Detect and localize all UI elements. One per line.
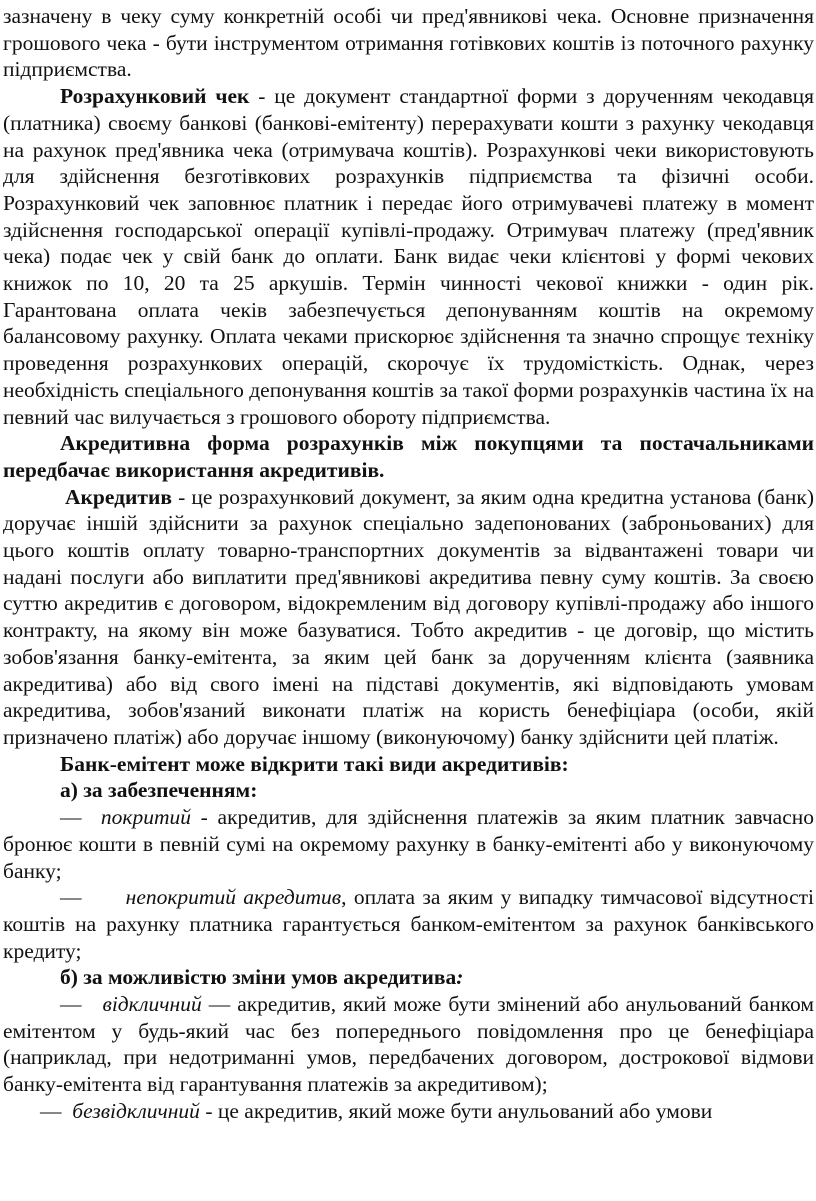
list-item-text: — акредитив, який може бути змінений або анульований банком емітентом у будь-який час без попереднього повідомлення про це бенефіціара (наприклад, при недотриманні умов, передбачених договором, дострокової відмови банку-емітента від гарантування платежів за акредитивом); [3,992,814,1097]
heading-letter-of-credit-form [3,430,814,483]
heading-credit-types [3,751,814,778]
term-uncovered: непокритий акредитив [125,885,342,910]
dash-mark: — [60,992,82,1017]
dash-mark: — [60,805,82,830]
subheading-colon: : [456,965,464,990]
term-revocable: відкличний [102,992,202,1017]
term-covered: покритий [100,805,191,830]
term-settlement-cheque: Розрахунковий чек [60,84,250,109]
list-item-irrevocable [3,1098,814,1125]
subheading-text: а) за забезпеченням: [60,778,258,803]
heading-text: Акредитивна форма розрахунків між покупцями та постачальниками передбачає використання акредитивів. [3,431,814,482]
list-item-text: , оплата за яким у випадку тимчасової відсутності коштів на рахунку платника гарантується банком-емітентом за рахунок банківського кредиту; [3,885,814,963]
paragraph-text: - це документ стандартної форми з дорученням чекодавця (платника) своєму банкові (банкові-емітенту) перерахувати кошти з рахунку чекодавця на рахунок пред'явника чека (отримувача коштів). Розрахункові чеки використовують для здійснення безготівкових розрахунків підприємства та фізичні особи. Розрахунковий чек заповнює платник і передає його отримувачеві платежу в момент здійснення господарської операції купівлі-продажу. Отримувач платежу (пред'явник чека) подає чек у свій банк до оплати. Банк видає чеки клієнтові у формі чекових книжок по 10, 20 та 25 аркушів. Термін чинності чекової книжки - один рік. Гарантована оплата чеків забезпечується депонуванням коштів на окремому балансовому рахунку. Оплата чеками прискорює здійснення та значно спрощує техніку проведення розрахункових операцій, скорочує їх трудомісткість. Однак, через необхідність спеціального депонування коштів за такої форми розрахунків частина їх на певний час вилучається з грошового обороту підприємства. [3,84,814,429]
subheading-text: б) за можливістю зміни умов акредитива [60,965,457,990]
paragraph-letter-of-credit [3,484,814,751]
dash-mark: — [60,885,82,910]
subheading-by-security [3,777,814,804]
list-item-text: - це акредитив, який може бути анульований або умови [199,1098,713,1123]
paragraph-settlement-cheque [3,83,814,430]
list-item-uncovered [3,884,814,964]
heading-text: Банк-емітент може відкрити такі види акредитивів: [60,751,569,776]
term-letter-of-credit: Акредитив [65,484,172,509]
term-irrevocable: безвідкличний [72,1098,200,1123]
list-item-text: - акредитив, для здійснення платежів за яким платник завчасно бронює кошти в певній сумі на окремому рахунку в банку-емітенті або у виконуючому банку; [3,805,815,883]
list-item-revocable [3,991,814,1098]
paragraph-text: зазначену в чеку суму конкретній особі чи пред'явникові чека. Основне призначення грошового чека - бути інструментом отримання готівкових коштів із поточного рахунку підприємства. [3,4,814,82]
paragraph-cheque-purpose [3,3,814,83]
dash-mark: — [40,1098,62,1123]
list-item-covered [3,804,814,884]
subheading-by-changeability [3,964,814,991]
paragraph-text: - це розрахунковий документ, за яким одна кредитна установа (банк) доручає іншій здійснити за рахунок спеціально задепонованих (заброньованих) для цього коштів оплату товарно-транспортних документів за відвантажені товари чи надані послуги або виплатити пред'явникові акредитива певну суму коштів. За своєю суттю акредитив є договором, відокремленим від договору купівлі-продажу або іншого контракту, на якому він може базуватися. Тобто акредитив - це договір, що містить зобов'язання банку-емітента, за яким цей банк за дорученням клієнта (заявника акредитива) або від свого імені на підставі документів, які відповідають умовам акредитива, зобов'язаний виконати платіж на користь бенефіціара (особи, якій призначено платіж) або доручає іншому (виконуючому) банку здійснити цей платіж. [3,484,814,749]
